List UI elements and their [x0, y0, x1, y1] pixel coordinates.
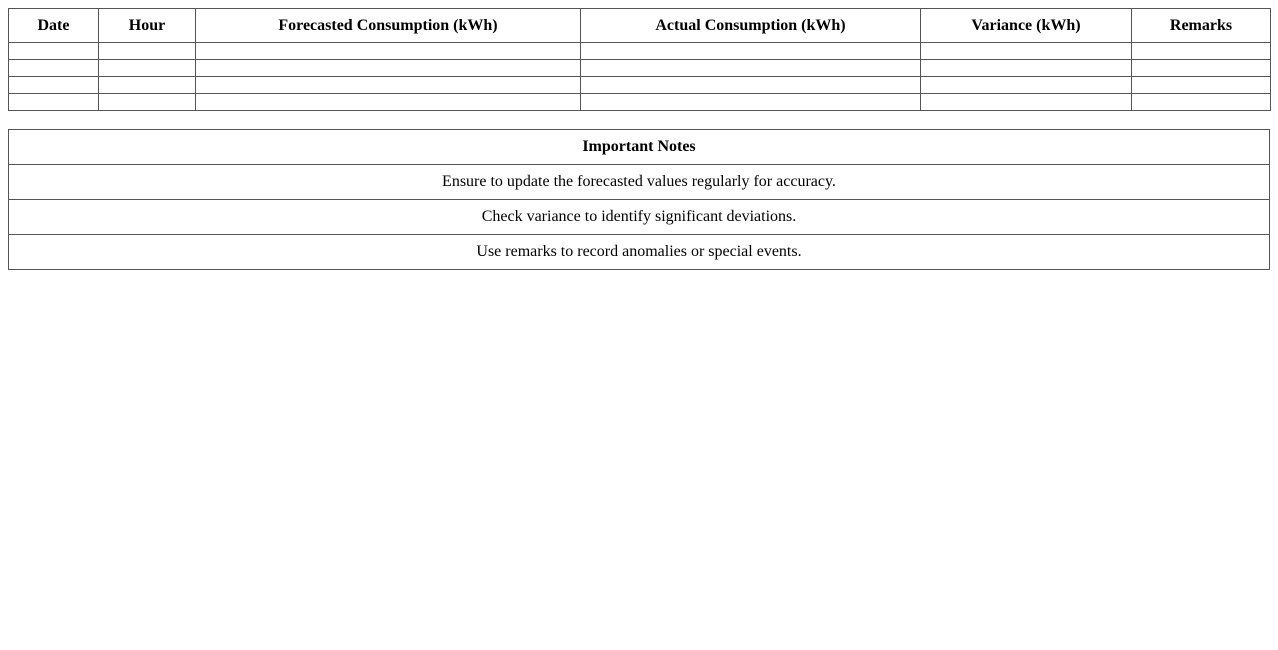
cell-forecasted[interactable] — [196, 60, 581, 77]
cell-variance[interactable] — [921, 77, 1132, 94]
cell-remarks[interactable] — [1132, 60, 1271, 77]
header-row — [9, 9, 1271, 43]
notes-title: Important Notes — [9, 130, 1270, 165]
cell-date[interactable] — [9, 77, 99, 94]
cell-actual[interactable] — [581, 43, 921, 60]
table-row — [9, 60, 1271, 77]
table-row — [9, 77, 1271, 94]
cell-hour[interactable] — [99, 94, 196, 111]
cell-actual[interactable] — [581, 94, 921, 111]
cell-date[interactable] — [9, 94, 99, 111]
cell-variance[interactable] — [921, 60, 1132, 77]
cell-actual[interactable] — [581, 60, 921, 77]
cell-remarks[interactable] — [1132, 94, 1271, 111]
cell-date[interactable] — [9, 43, 99, 60]
note-item: Use remarks to record anomalies or special events. — [9, 235, 1270, 270]
consumption-log-table — [8, 8, 1271, 111]
table-row — [9, 94, 1271, 111]
notes-header-row — [9, 130, 1270, 165]
column-header-hour: Hour — [99, 9, 196, 43]
cell-actual[interactable] — [581, 77, 921, 94]
cell-hour[interactable] — [99, 60, 196, 77]
cell-remarks[interactable] — [1132, 77, 1271, 94]
cell-variance[interactable] — [921, 94, 1132, 111]
cell-forecasted[interactable] — [196, 43, 581, 60]
column-header-actual-consumption: Actual Consumption (kWh) — [581, 9, 921, 43]
cell-remarks[interactable] — [1132, 43, 1271, 60]
cell-hour[interactable] — [99, 77, 196, 94]
column-header-forecasted-consumption: Forecasted Consumption (kWh) — [196, 9, 581, 43]
important-notes-table — [8, 129, 1270, 270]
note-row — [9, 235, 1270, 270]
cell-variance[interactable] — [921, 43, 1132, 60]
cell-forecasted[interactable] — [196, 77, 581, 94]
note-row — [9, 200, 1270, 235]
column-header-remarks: Remarks — [1132, 9, 1271, 43]
note-row — [9, 165, 1270, 200]
column-header-date: Date — [9, 9, 99, 43]
cell-date[interactable] — [9, 60, 99, 77]
cell-hour[interactable] — [99, 43, 196, 60]
note-item: Ensure to update the forecasted values regularly for accuracy. — [9, 165, 1270, 200]
table-row — [9, 43, 1271, 60]
column-header-variance: Variance (kWh) — [921, 9, 1132, 43]
note-item: Check variance to identify significant deviations. — [9, 200, 1270, 235]
cell-forecasted[interactable] — [196, 94, 581, 111]
